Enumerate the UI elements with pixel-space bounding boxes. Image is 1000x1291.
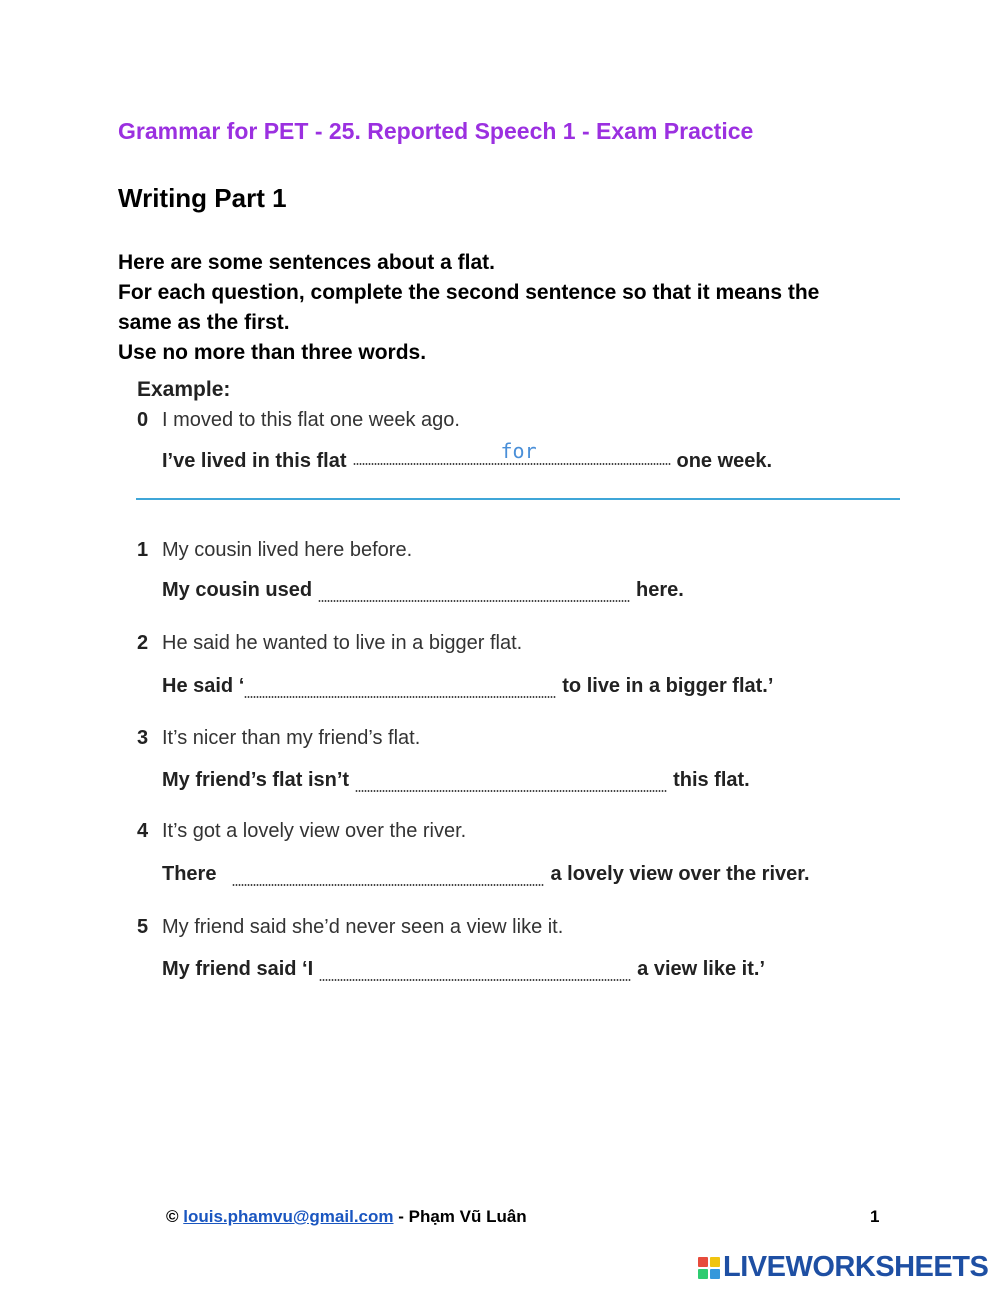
page-number: 1 — [870, 1207, 880, 1226]
question-5-prefix: My friend said ‘I — [162, 957, 314, 980]
question-3-suffix: this flat. — [673, 768, 750, 791]
instruction-line-1: Here are some sentences about a flat. — [118, 251, 495, 274]
question-1-prefix: My cousin used — [162, 578, 313, 601]
question-2-answer-input[interactable] — [244, 674, 556, 698]
question-2-suffix: to live in a bigger flat.’ — [562, 674, 774, 697]
question-1-number: 1 — [137, 539, 149, 561]
copyright-symbol: © — [166, 1207, 179, 1226]
author-email-link[interactable]: louis.phamvu@gmail.com — [183, 1207, 394, 1226]
question-4-answer-line — [162, 862, 810, 886]
liveworksheets-logo — [698, 1251, 988, 1284]
question-4-suffix: a lovely view over the river. — [550, 862, 810, 885]
question-2-number: 2 — [137, 632, 149, 654]
question-4-prefix: There — [162, 862, 217, 885]
question-5-sentence: My friend said she’d never seen a view like it. — [162, 916, 564, 938]
question-4-answer-input[interactable] — [232, 862, 544, 886]
example-number: 0 — [137, 409, 149, 431]
mark-square-1 — [698, 1257, 708, 1267]
question-3-answer-input[interactable] — [355, 768, 667, 792]
mark-square-4 — [710, 1269, 720, 1279]
question-5-number: 5 — [137, 916, 149, 938]
document-title: Grammar for PET - 25. Reported Speech 1 - Exam Practice — [118, 118, 754, 144]
instruction-line-3: same as the first. — [118, 311, 290, 334]
part-heading: Writing Part 1 — [118, 183, 287, 213]
question-2-answer-line — [162, 674, 773, 698]
question-4-number: 4 — [137, 820, 149, 842]
instruction-line-4: Use no more than three words. — [118, 341, 427, 364]
example-prefix: I’ve lived in this flat — [162, 450, 347, 472]
example-label: Example: — [137, 378, 231, 401]
question-5-answer-input[interactable] — [319, 957, 631, 981]
question-3-number: 3 — [137, 727, 149, 749]
example-blank — [353, 439, 671, 465]
question-5-answer-line — [162, 957, 765, 981]
example-sentence: I moved to this flat one week ago. — [162, 409, 460, 431]
mark-square-2 — [710, 1257, 720, 1267]
author-name: - Phạm Vũ Luân — [398, 1207, 527, 1226]
question-3-sentence: It’s nicer than my friend’s flat. — [162, 727, 421, 749]
question-4-sentence: It’s got a lovely view over the river. — [162, 820, 467, 842]
example-separator — [136, 498, 900, 500]
example-suffix: one week. — [676, 450, 773, 472]
example-answer: for — [500, 439, 537, 463]
question-2-sentence: He said he wanted to live in a bigger flat. — [162, 632, 523, 654]
mark-square-3 — [698, 1269, 708, 1279]
question-5-suffix: a view like it.’ — [637, 957, 765, 980]
instruction-line-2: For each question, complete the second sentence so that it means the — [118, 281, 820, 304]
liveworksheets-mark-icon — [698, 1257, 720, 1279]
footer-credit — [166, 1207, 527, 1227]
question-3-answer-line — [162, 768, 750, 792]
liveworksheets-wordmark: LIVEWORKSHEETS — [723, 1251, 989, 1283]
question-1-answer-line — [162, 578, 684, 602]
question-1-answer-input[interactable] — [318, 578, 630, 602]
question-2-prefix: He said ‘ — [162, 674, 245, 697]
example-answer-line — [162, 439, 773, 473]
question-1-sentence: My cousin lived here before. — [162, 539, 413, 561]
question-3-prefix: My friend’s flat isn’t — [162, 768, 350, 791]
question-1-suffix: here. — [636, 578, 684, 601]
